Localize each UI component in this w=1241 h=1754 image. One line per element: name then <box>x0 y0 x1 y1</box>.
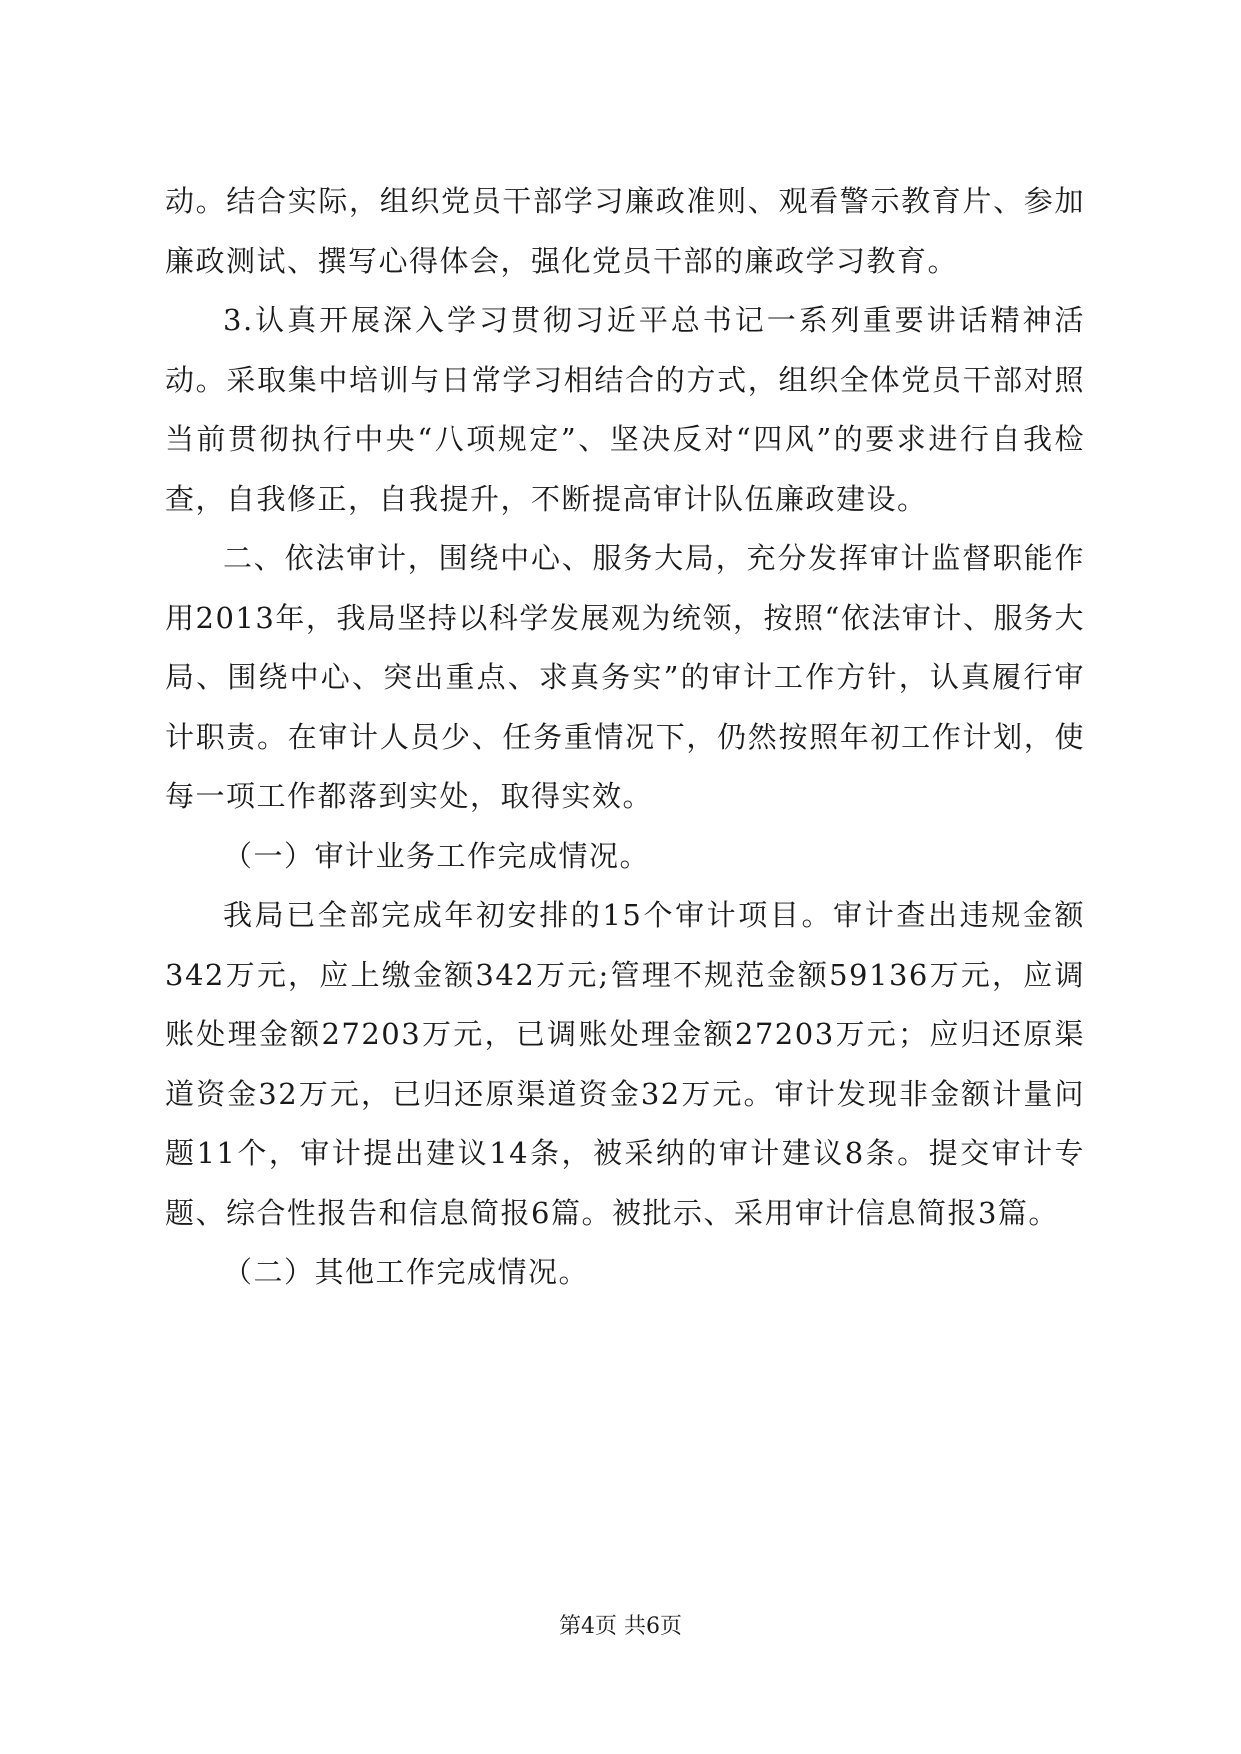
document-body <box>165 172 1085 1303</box>
paragraph-item-3: 3.认真开展深入学习贯彻习近平总书记一系列重要讲话精神活动。采取集中培训与日常学习相结合的方式，组织全体党员干部对照当前贯彻执行中央“八项规定”、坚决反对“四风”的要求进行自我检查，自我修正，自我提升，不断提高审计队伍廉政建设。 <box>165 303 1085 516</box>
subheading-audit-business: （一）审计业务工作完成情况。 <box>223 838 651 873</box>
paragraph-section-2: 二、依法审计，围绕中心、服务大局，充分发挥审计监督职能作用2013年，我局坚持以科学发展观为统领，按照“依法审计、服务大局、围绕中心、突出重点、求真务实”的审计工作方针，认真履行审计职责。在审计人员少、任务重情况下，仍然按照年初工作计划，使每一项工作都落到实处，取得实效。 <box>165 541 1085 813</box>
subheading-other-work: （二）其他工作完成情况。 <box>223 1255 590 1289</box>
paragraph-continuation: 动。结合实际，组织党员干部学习廉政准则、观看警示教育片、参加廉政测试、撰写心得体会，强化党员干部的廉政学习教育。 <box>165 184 1085 278</box>
page-number-footer: 第4页 共6页 <box>559 1614 682 1639</box>
paragraph-audit-results: 我局已全部完成年初安排的15个审计项目。审计查出违规金额342万元，应上缴金额342万元;管理不规范金额59136万元，应调账处理金额27203万元，已调账处理金额27203万元；应归还原渠道资金32万元，已归还原渠道资金32万元。审计发现非金额计量问题11个，审计提出建议14条，被采纳的审计建议8条。提交审计专题、综合性报告和信息简报6篇。被批示、采用审计信息简报3篇。 <box>165 898 1085 1230</box>
